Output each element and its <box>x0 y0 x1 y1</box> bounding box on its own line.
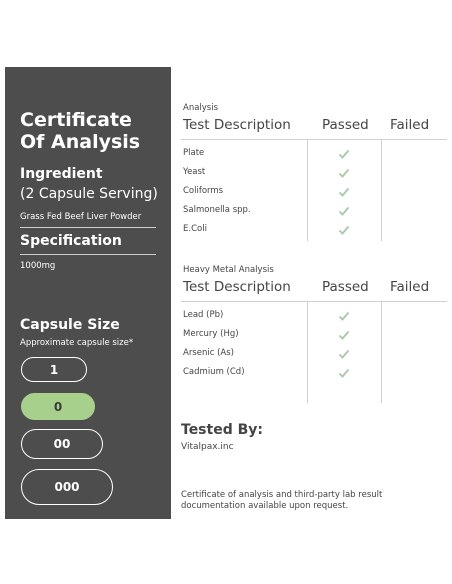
metals-col-failed: Failed <box>390 279 430 295</box>
analysis-col-description: Test Description <box>183 117 291 133</box>
column-divider <box>307 301 308 403</box>
table-row: Yeast <box>183 167 206 177</box>
check-icon <box>338 310 350 322</box>
capsule-size-heading: Capsule Size <box>20 317 120 333</box>
tested-by-heading: Tested By: <box>181 422 263 438</box>
table-header-rule <box>181 301 447 302</box>
column-divider <box>381 301 382 403</box>
table-row: Coliforms <box>183 186 224 196</box>
capsule-size-label: 0 <box>53 399 63 414</box>
table-row: Lead (Pb) <box>183 310 224 320</box>
table-row: Plate <box>183 148 205 158</box>
check-icon <box>338 224 350 236</box>
ingredient-heading: Ingredient <box>20 166 103 182</box>
tested-by-company: Vitalpax.inc <box>181 442 234 452</box>
table-row: Arsenic (As) <box>183 348 234 358</box>
ingredient-name: Grass Fed Beef Liver Powder <box>20 212 142 222</box>
table-row: Cadmium (Cd) <box>183 367 245 377</box>
table-header-rule <box>181 139 447 140</box>
check-icon <box>338 186 350 198</box>
column-divider <box>381 139 382 241</box>
table-row: Salmonella spp. <box>183 205 251 215</box>
analysis-col-passed: Passed <box>322 117 369 133</box>
capsule-size-label: 000 <box>54 480 80 494</box>
check-icon <box>338 329 350 341</box>
metals-section-label: Heavy Metal Analysis <box>183 265 274 275</box>
specification-heading: Specification <box>20 233 122 249</box>
check-icon <box>338 367 350 379</box>
title-line-2: Of Analysis <box>20 131 141 153</box>
analysis-section-label: Analysis <box>183 103 219 113</box>
ingredient-serving: (2 Capsule Serving) <box>20 186 158 202</box>
capsule-size-label: 00 <box>53 437 71 451</box>
table-row: Mercury (Hg) <box>183 329 239 339</box>
table-row: E.Coli <box>183 224 207 234</box>
check-icon <box>338 167 350 179</box>
specification-value: 1000mg <box>20 261 56 271</box>
check-icon <box>338 205 350 217</box>
check-icon <box>338 148 350 160</box>
metals-col-passed: Passed <box>322 279 369 295</box>
metals-col-description: Test Description <box>183 279 291 295</box>
documentation-note: Certificate of analysis and third-party lab result documentation available upon request. <box>181 490 383 511</box>
analysis-col-failed: Failed <box>390 117 430 133</box>
capsule-size-subtext: Approximate capsule size* <box>20 338 134 348</box>
title-line-1: Certificate <box>20 109 132 131</box>
check-icon <box>338 348 350 360</box>
column-divider <box>307 139 308 241</box>
capsule-size-label: 1 <box>49 362 59 377</box>
